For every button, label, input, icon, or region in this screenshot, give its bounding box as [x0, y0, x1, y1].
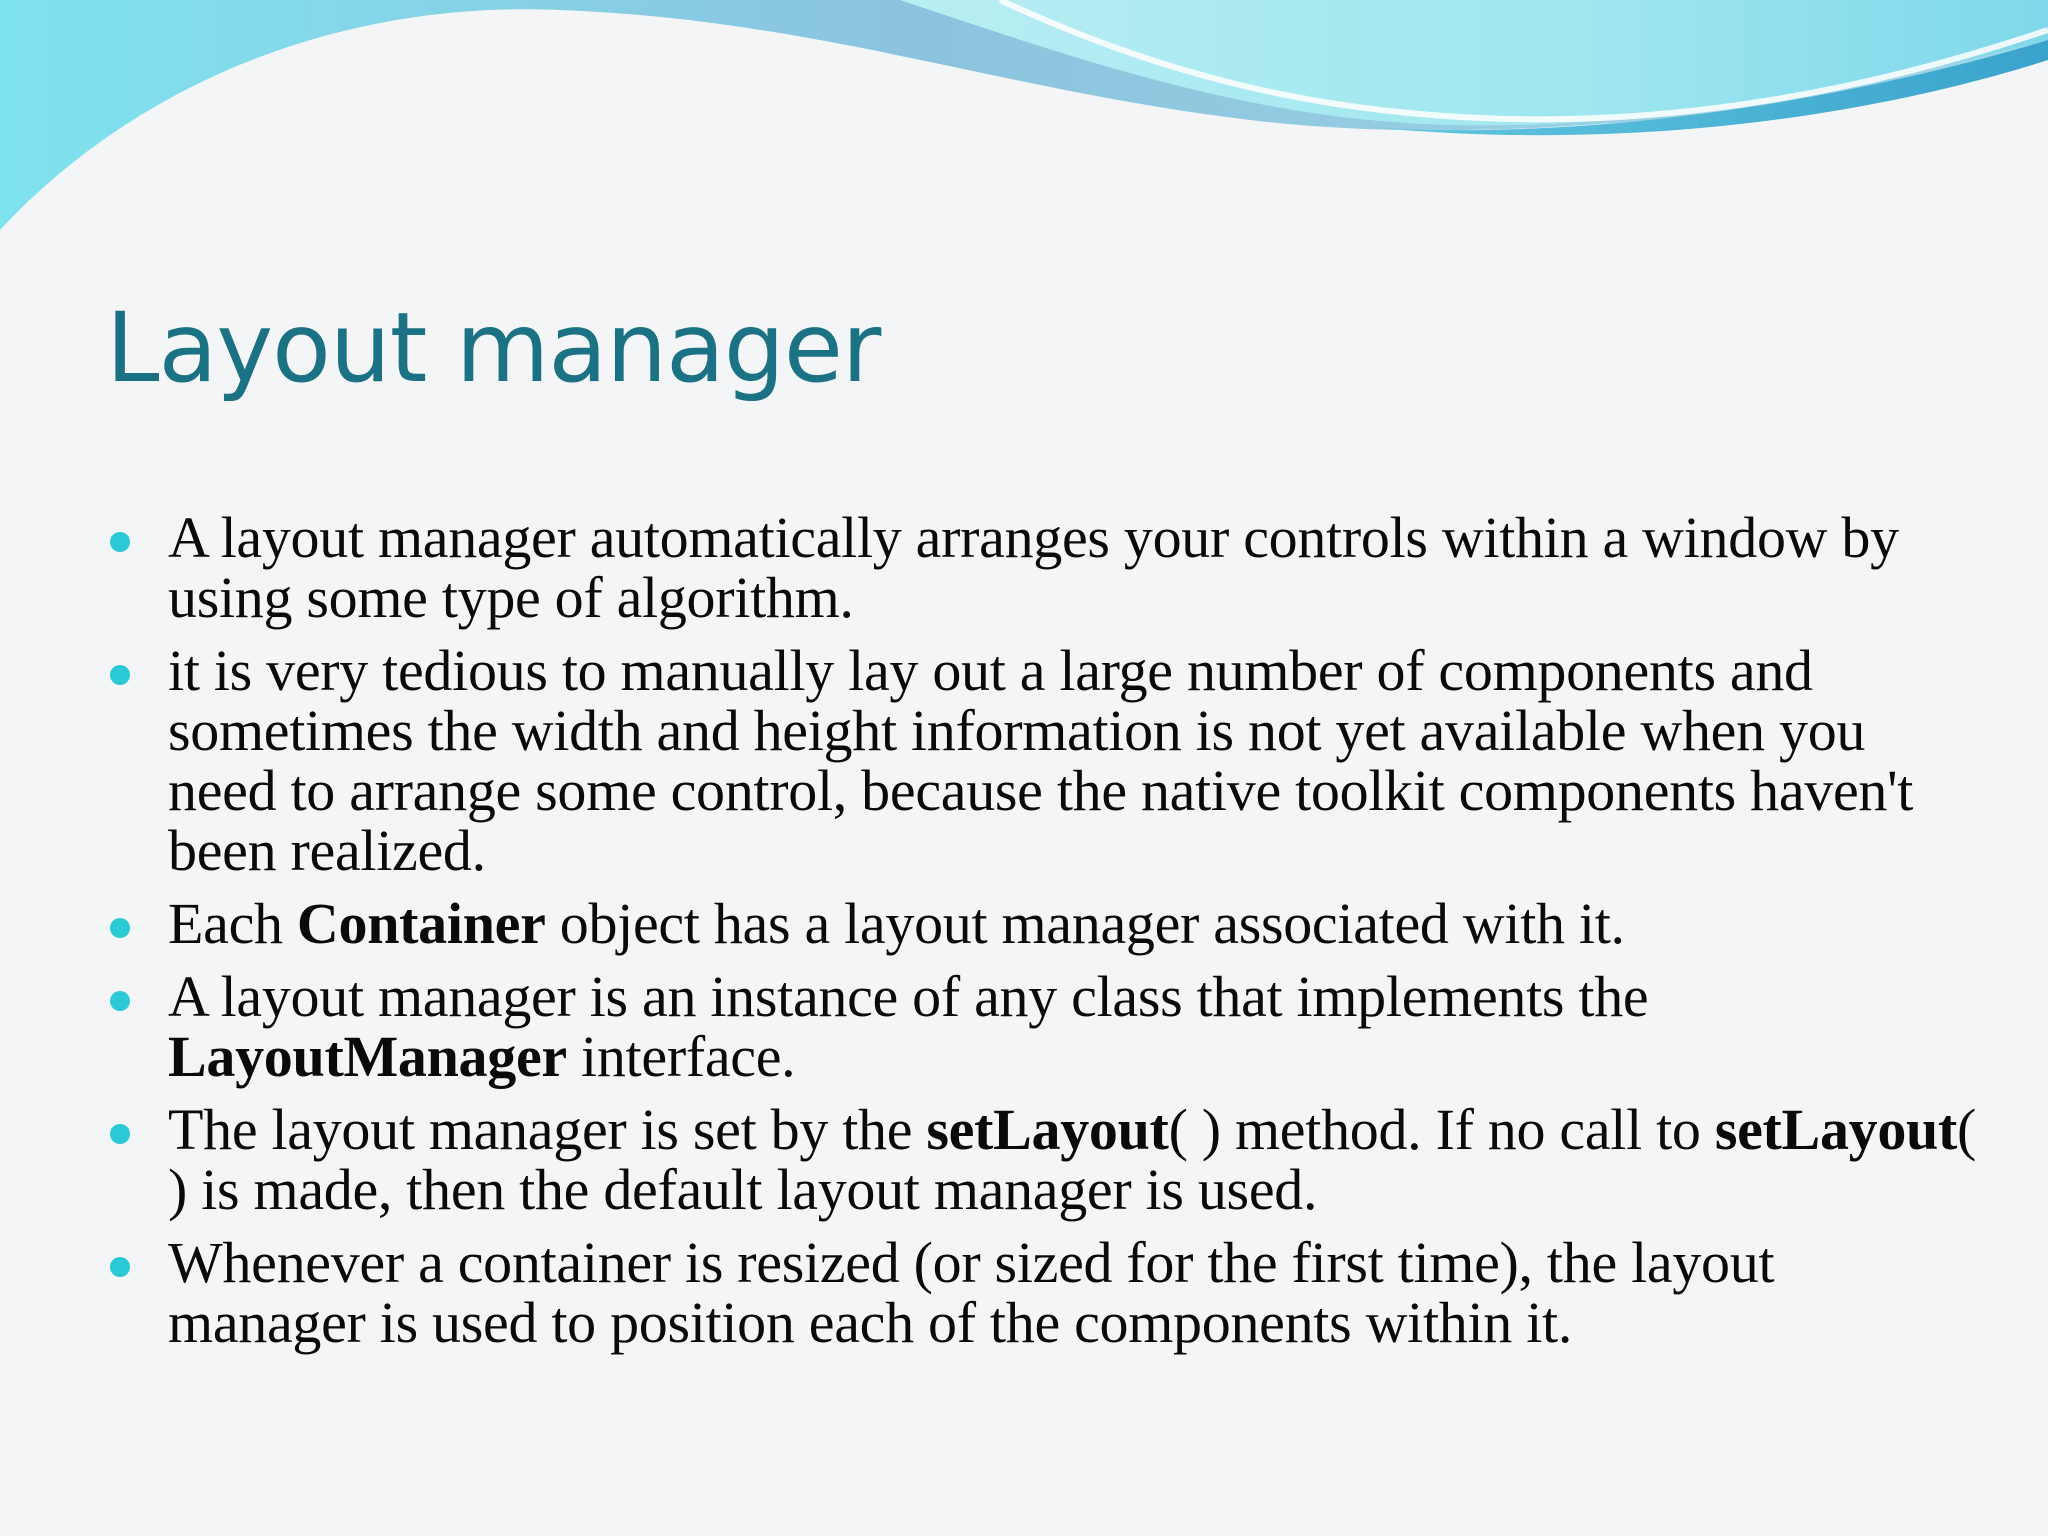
bullet-dot-icon	[110, 991, 130, 1011]
bullet-item	[106, 1230, 1986, 1355]
bullet-text: object has a layout manager associated with it.	[545, 891, 1625, 956]
bullet-item	[106, 638, 1986, 883]
bullet-text: ( ) method. If no call to	[1168, 1097, 1715, 1162]
bullet-text: it is very tedious to manually lay out a large number of components and sometimes the width and height information is not yet available when you need to arrange some control, because the native toolkit components haven't been realized.	[168, 638, 1914, 883]
bullet-text: ( ) is made, then the default layout manager is used.	[168, 1097, 1977, 1222]
bullet-term-bold: setLayout	[926, 1097, 1169, 1162]
bullet-item	[106, 964, 1986, 1089]
bullet-term-bold: Container	[296, 891, 546, 956]
bullet-text: A layout manager automatically arranges your controls within a window by using some type of algorithm.	[168, 505, 1899, 630]
bullet-item	[106, 891, 1986, 956]
bullet-dot-icon	[110, 665, 130, 685]
bullet-dot-icon	[110, 918, 130, 938]
slide-title: Layout manager	[106, 292, 881, 404]
bullet-dot-icon	[110, 1124, 130, 1144]
bullet-text: interface.	[566, 1024, 796, 1089]
bullet-item	[106, 1097, 1986, 1222]
bullet-dot-icon	[110, 1257, 130, 1277]
bullet-text: A layout manager is an instance of any class that implements the	[168, 964, 1649, 1029]
decorative-wave-header	[0, 0, 2048, 240]
bullet-text: The layout manager is set by the	[168, 1097, 927, 1162]
bullet-text: Whenever a container is resized (or sized for the first time), the layout manager is used to position each of the components within it.	[168, 1230, 1775, 1355]
bullet-text: Each	[168, 891, 297, 956]
bullet-dot-icon	[110, 532, 130, 552]
bullet-term-bold: LayoutManager	[168, 1024, 567, 1089]
bullet-item	[106, 505, 1986, 630]
bullet-term-bold: setLayout	[1714, 1097, 1958, 1162]
bullet-list	[106, 505, 1986, 1366]
